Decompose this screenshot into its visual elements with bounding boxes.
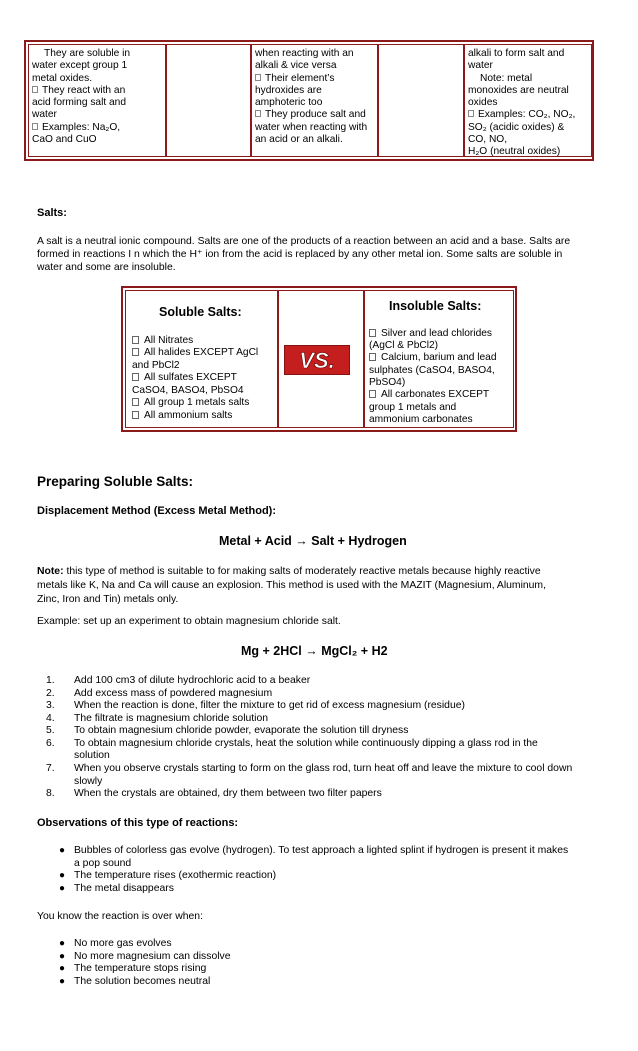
table-text: acid forming salt and xyxy=(32,97,127,109)
insoluble-item: ammonium carbonates xyxy=(369,414,473,425)
observation-item: The temperature rises (exothermic reaction) xyxy=(74,870,277,881)
note-line: Zinc, Iron and Tin) metals only. xyxy=(37,594,179,605)
step-number: 2. xyxy=(46,688,55,699)
table-text: hydroxides are xyxy=(255,84,322,96)
soluble-salts-cell xyxy=(125,290,278,428)
table-text: water xyxy=(32,109,57,121)
magnesium-equation: Mg + 2HCl → MgCl₂ + H2 xyxy=(241,644,388,658)
insoluble-salts-cell xyxy=(364,290,514,428)
note-line: metals like K, Na and Ca will cause an explosion. This method is used with the MAZIT (Magnesium, Aluminum, xyxy=(37,580,546,591)
table-text: metal oxides. xyxy=(32,72,93,84)
observation-item-continued: a pop sound xyxy=(74,858,132,869)
table-text: They are soluble in xyxy=(44,48,131,59)
preparing-title: Preparing Soluble Salts: xyxy=(37,474,194,489)
oxides-table xyxy=(24,40,594,161)
table-text: alkali & vice versa xyxy=(255,60,337,72)
oxides-table-cell-empty xyxy=(166,44,251,157)
reaction-over-item: The temperature stops rising xyxy=(74,963,207,974)
table-text: amphoteric too xyxy=(255,97,323,109)
table-text: H₂O (neutral oxides) xyxy=(468,146,561,158)
general-equation: Metal + Acid → Salt + Hydrogen xyxy=(219,534,407,548)
salts-paragraph-line: A salt is a neutral ionic compound. Salts are one of the products of a reaction between an acid and a base. Salts are xyxy=(37,236,571,247)
step-text: The filtrate is magnesium chloride solution xyxy=(74,713,269,724)
checkbox-bullet-icon xyxy=(132,336,139,344)
table-text: CO, NO, xyxy=(468,134,508,146)
step-text-continued: slowly xyxy=(74,776,103,787)
observations-heading: Observations of this type of reactions: xyxy=(37,817,239,829)
bullet-dot-icon: ● xyxy=(59,951,66,962)
step-text: When you observe crystals starting to form on the glass rod, turn heat off and leave the mixture to cool down xyxy=(74,763,573,774)
oxides-table-cell-basic xyxy=(28,44,166,157)
step-number: 3. xyxy=(46,700,55,711)
checkbox-bullet-icon xyxy=(255,110,261,117)
table-text: when reacting with an xyxy=(255,48,354,59)
insoluble-item: Silver and lead chlorides xyxy=(369,328,492,339)
oxides-table-cell-empty xyxy=(378,44,464,157)
observation-item: Bubbles of colorless gas evolve (hydrogen). To test approach a lighted splint if hydrogen is present it makes xyxy=(74,845,569,856)
checkbox-bullet-icon xyxy=(32,86,38,93)
observation-item: The metal disappears xyxy=(74,883,174,894)
soluble-item: All ammonium salts xyxy=(132,410,232,421)
note-line: Note: this type of method is suitable to for making salts of moderately reactive metals because highly reactive xyxy=(37,566,541,577)
oxides-table-cell-acidic xyxy=(464,44,592,157)
checkbox-bullet-icon xyxy=(468,110,474,117)
step-text: To obtain magnesium chloride powder, evaporate the solution till dryness xyxy=(74,725,409,736)
reaction-over-item: No more magnesium can dissolve xyxy=(74,951,231,962)
step-text: To obtain magnesium chloride crystals, heat the solution while continuously dipping a glass rod in the xyxy=(74,738,538,749)
checkbox-bullet-icon xyxy=(132,398,139,406)
soluble-item: CaSO4, BASO4, PbSO4 xyxy=(132,385,244,396)
step-text-continued: solution xyxy=(74,750,110,761)
oxides-table-cell-amphoteric xyxy=(251,44,378,157)
table-text: an acid or an alkali. xyxy=(255,134,343,146)
salts-heading: Salts: xyxy=(37,207,67,219)
insoluble-item: (AgCl & PbCl2) xyxy=(369,340,439,351)
insoluble-item: Calcium, barium and lead xyxy=(369,352,497,363)
checkbox-bullet-icon xyxy=(369,390,376,398)
salts-paragraph-line: formed in reactions I n which the H⁺ ion from the acid is replaced by any other metal ion. Some salts are soluble in xyxy=(37,249,563,260)
salts-paragraph-line: water and some are insoluble. xyxy=(37,262,176,273)
vs-graphic xyxy=(284,345,350,375)
reaction-over-item: The solution becomes neutral xyxy=(74,976,211,987)
bullet-dot-icon: ● xyxy=(59,963,66,974)
soluble-item: and PbCl2 xyxy=(132,360,180,371)
table-text: Their element’s xyxy=(255,73,374,85)
table-text: They react with an xyxy=(32,85,162,97)
bullet-dot-icon: ● xyxy=(59,938,66,949)
soluble-item: All halides EXCEPT AgCl xyxy=(132,347,258,358)
step-text: Add 100 cm3 of dilute hydrochloric acid to a beaker xyxy=(74,675,311,686)
step-number: 5. xyxy=(46,725,55,736)
table-text: alkali to form salt and xyxy=(468,48,565,59)
step-number: 4. xyxy=(46,713,55,724)
step-text: When the reaction is done, filter the mixture to get rid of excess magnesium (residue) xyxy=(74,700,465,711)
insoluble-item: sulphates (CaSO4, BASO4, xyxy=(369,365,495,376)
table-text: They produce salt and xyxy=(255,109,374,121)
table-text: Examples: Na₂O, xyxy=(32,122,162,134)
insoluble-item: PbSO4) xyxy=(369,377,406,388)
note-label: Note: xyxy=(37,566,64,577)
insoluble-salts-title: Insoluble Salts: xyxy=(389,299,482,313)
table-text: monoxides are neutral xyxy=(468,84,569,96)
table-text: oxides xyxy=(468,97,498,109)
reaction-over-item: No more gas evolves xyxy=(74,938,172,949)
bullet-dot-icon: ● xyxy=(59,883,66,894)
soluble-item: All sulfates EXCEPT xyxy=(132,372,237,383)
vs-label: VS. xyxy=(299,348,335,373)
step-text: Add excess mass of powdered magnesium xyxy=(74,688,273,699)
step-number: 7. xyxy=(46,763,55,774)
bullet-dot-icon: ● xyxy=(59,845,66,856)
table-text: Examples: CO₂, NO₂, xyxy=(468,109,588,121)
table-text: CaO and CuO xyxy=(32,134,97,146)
checkbox-bullet-icon xyxy=(132,373,139,381)
table-text: water except group 1 xyxy=(32,60,128,72)
insoluble-item: All carbonates EXCEPT xyxy=(369,389,489,400)
step-number: 6. xyxy=(46,738,55,749)
checkbox-bullet-icon xyxy=(255,74,261,81)
soluble-salts-title: Soluble Salts: xyxy=(159,305,242,319)
example-text: Example: set up an experiment to obtain magnesium chloride salt. xyxy=(37,616,341,627)
table-text: SO₂ (acidic oxides) & xyxy=(468,121,565,133)
insoluble-item: group 1 metals and xyxy=(369,402,457,413)
step-number: 1. xyxy=(46,675,55,686)
bullet-dot-icon: ● xyxy=(59,976,66,987)
table-text: water xyxy=(468,60,493,72)
table-text: water when reacting with xyxy=(255,121,368,133)
method-heading: Displacement Method (Excess Metal Method): xyxy=(37,505,276,517)
step-number: 8. xyxy=(46,788,55,799)
checkbox-bullet-icon xyxy=(369,353,376,361)
soluble-item: All Nitrates xyxy=(132,335,193,346)
checkbox-bullet-icon xyxy=(32,123,38,130)
soluble-item: All group 1 metals salts xyxy=(132,397,249,408)
checkbox-bullet-icon xyxy=(132,411,139,419)
reaction-over-heading: You know the reaction is over when: xyxy=(37,911,203,922)
table-text: Note: metal xyxy=(480,72,533,84)
step-text: When the crystals are obtained, dry them between two filter papers xyxy=(74,788,382,799)
bullet-dot-icon: ● xyxy=(59,870,66,881)
checkbox-bullet-icon xyxy=(369,329,376,337)
checkbox-bullet-icon xyxy=(132,348,139,356)
